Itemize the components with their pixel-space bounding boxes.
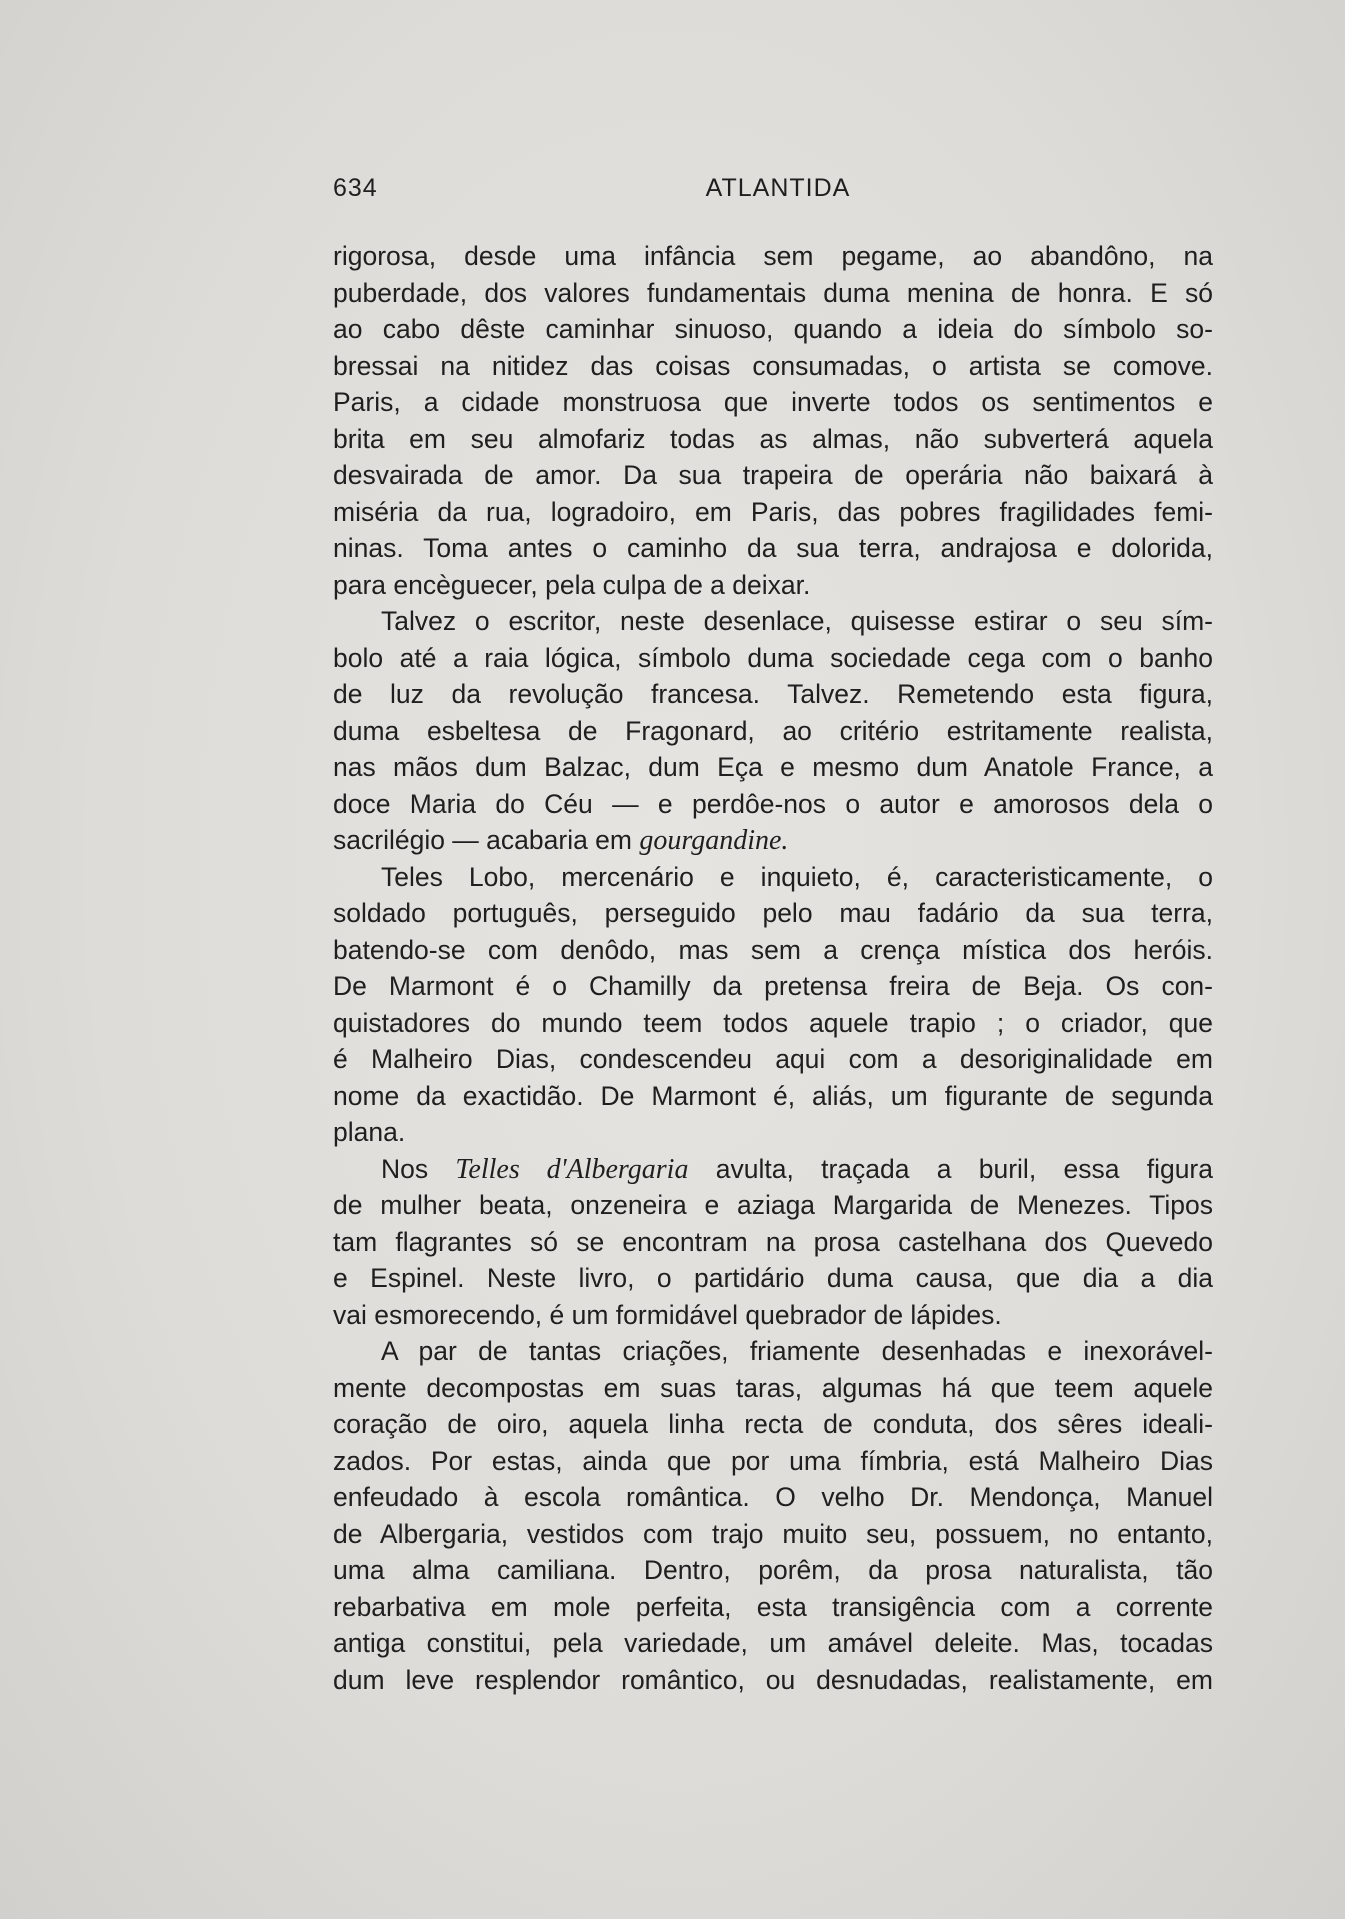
text-line: bressai na nitidez das coisas consumadas, o artista se comove. — [333, 350, 1213, 381]
text-line: de Albergaria, vestidos com trajo muito seu, possuem, no entanto, — [333, 1518, 1213, 1549]
text-line: batendo-se com denôdo, mas sem a crença mística dos heróis. — [333, 934, 1213, 965]
text-line: puberdade, dos valores fundamentais duma menina de honra. E só — [333, 277, 1213, 308]
text-line: brita em seu almofariz todas as almas, não subverterá aquela — [333, 423, 1213, 454]
running-title: ATLANTIDA — [705, 174, 851, 202]
text-line: miséria da rua, logradoiro, em Paris, das pobres fragilidades femi- — [333, 496, 1213, 527]
text-line: vai esmorecendo, é um formidável quebrador de lápides. — [333, 1299, 1002, 1330]
running-head — [333, 174, 1223, 208]
text-line: Talvez o escritor, neste desenlace, quisesse estirar o seu sím- — [381, 606, 1213, 636]
text-line: mente decompostas em suas taras, algumas há que teem aquele — [333, 1372, 1213, 1403]
text-line: para encèguecer, pela culpa de a deixar. — [333, 569, 811, 600]
text-line: zados. Por estas, ainda que por uma fímbria, está Malheiro Dias — [333, 1445, 1213, 1476]
text-line: dum leve resplendor romântico, ou desnudadas, realistamente, em — [333, 1664, 1213, 1695]
text-line: Teles Lobo, mercenário e inquieto, é, caracteristicamente, o — [381, 861, 1213, 892]
page-number: 634 — [333, 174, 378, 202]
text-line: desvairada de amor. Da sua trapeira de operária não baixará à — [333, 460, 1213, 490]
text-line: nome da exactidão. De Marmont é, aliás, um figurante de segunda — [333, 1080, 1213, 1111]
text-line: Paris, a cidade monstruosa que inverte todos os sentimentos e — [333, 387, 1213, 417]
text-line: plana. — [333, 1117, 406, 1147]
text-line: é Malheiro Dias, condescendeu aqui com a desoriginalidade em — [333, 1044, 1213, 1074]
text-line: de mulher beata, onzeneira e aziaga Margarida de Menezes. Tipos — [333, 1190, 1213, 1220]
text-line: rigorosa, desde uma infância sem pegame, ao abandôno, na — [333, 241, 1213, 271]
text-line: rebarbativa em mole perfeita, esta transigência com a corrente — [333, 1591, 1213, 1622]
text-line: De Marmont é o Chamilly da pretensa freira de Beja. Os con- — [333, 971, 1213, 1001]
text-segment: sacrilégio — acabaria em — [333, 825, 640, 855]
text-line: A par de tantas criações, friamente desenhadas e inexorável- — [381, 1336, 1213, 1366]
text-line: ao cabo dêste caminhar sinuoso, quando a ideia do símbolo so- — [333, 314, 1213, 344]
text-line: e Espinel. Neste livro, o partidário duma causa, que dia a dia — [333, 1263, 1213, 1293]
text-line — [333, 1151, 1213, 1188]
text-line: uma alma camiliana. Dentro, porêm, da prosa naturalista, tão — [333, 1555, 1213, 1585]
text-line: coração de oiro, aquela linha recta de conduta, dos sêres ideali- — [333, 1409, 1213, 1439]
text-line: enfeudado à escola romântica. O velho Dr. Mendonça, Manuel — [333, 1482, 1213, 1512]
text-line: ninas. Toma antes o caminho da sua terra, andrajosa e dolorida, — [333, 533, 1213, 563]
text-segment: avulta, traçada a buril, essa figura — [688, 1153, 1213, 1184]
text-line: quistadores do mundo teem todos aquele trapio ; o criador, que — [333, 1007, 1213, 1038]
italic-term: gourgandine. — [639, 825, 789, 856]
text-line: doce Maria do Céu — e perdôe-nos o autor e amorosos dela o — [333, 788, 1213, 819]
text-line: soldado português, perseguido pelo mau fadário da sua terra, — [333, 898, 1213, 928]
text-line: tam flagrantes só se encontram na prosa castelhana dos Quevedo — [333, 1226, 1213, 1257]
text-line: antiga constitui, pela variedade, um amável deleite. Mas, tocadas — [333, 1628, 1213, 1658]
text-segment: Nos — [381, 1153, 456, 1184]
italic-title: Telles d'Albergaria — [455, 1153, 689, 1185]
text-line: de luz da revolução francesa. Talvez. Remetendo esta figura, — [333, 679, 1213, 709]
body-text — [333, 238, 1213, 1698]
text-line: bolo até a raia lógica, símbolo duma sociedade cega com o banho — [333, 642, 1213, 673]
text-line: nas mãos dum Balzac, dum Eça e mesmo dum Anatole France, a — [333, 752, 1213, 782]
text-line: duma esbeltesa de Fragonard, ao critério estritamente realista, — [333, 715, 1213, 746]
text-line — [333, 822, 1213, 859]
